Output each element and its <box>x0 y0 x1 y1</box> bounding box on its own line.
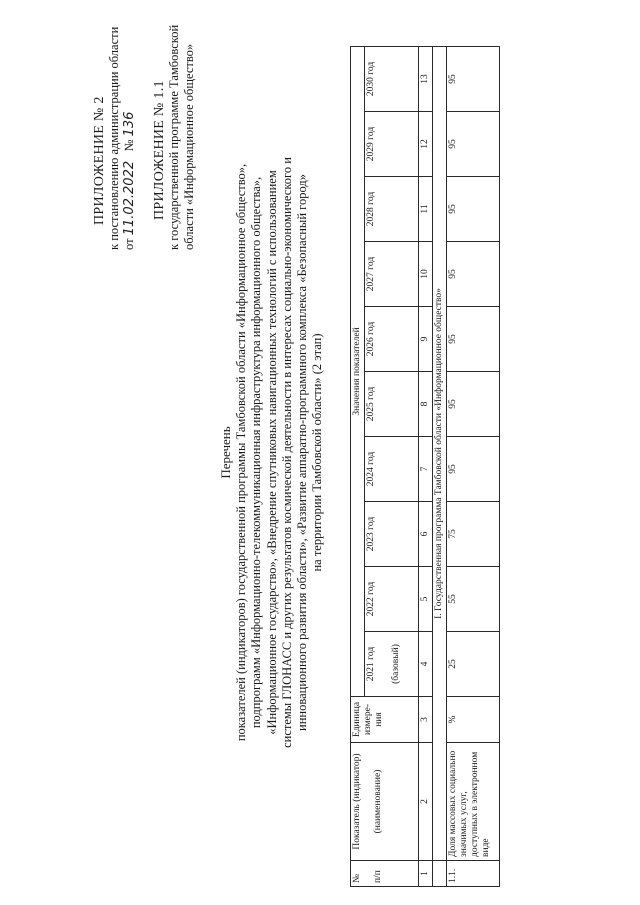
number-prefix: № <box>122 139 136 152</box>
col-indicator-header: Показатель (индикатор) (наименование) <box>351 743 419 861</box>
col-number: 2 <box>419 743 433 861</box>
col-number: 6 <box>419 502 433 567</box>
appendix-2-date-line <box>122 27 137 250</box>
col-number: 11 <box>419 177 433 242</box>
handwritten-date: 11.02.2022 <box>122 160 137 236</box>
appendix-1-1-block <box>152 25 197 250</box>
section-row <box>433 46 447 886</box>
year-2026: 2026 год <box>365 307 419 372</box>
col-number: 4 <box>419 632 433 697</box>
document-title <box>218 0 325 905</box>
year-2027: 2027 год <box>365 242 419 307</box>
value-2029: 95 <box>447 112 500 177</box>
value-2025: 95 <box>447 372 500 437</box>
value-2030: 95 <box>447 46 500 111</box>
title-line-1: показателей (индикаторов) государственной программы Тамбовской области «Информационное общество», <box>234 163 249 742</box>
year-2022: 2022 год <box>365 567 419 632</box>
col-number: 13 <box>419 46 433 111</box>
col-no-header: № п/п <box>351 861 419 887</box>
year-2029: 2029 год <box>365 112 419 177</box>
appendix-2-block <box>92 27 137 250</box>
section-title: I. Государственная программа Тамбовской области «Информационное общество» <box>433 46 447 860</box>
appendix-1-1-line2: области «Информационное общество» <box>182 43 196 250</box>
appendix-1-1-line1: к государственной программе Тамбовской <box>167 24 181 250</box>
appendix-1-1-title: ПРИЛОЖЕНИЕ № 1.1 <box>152 80 167 220</box>
value-2028: 95 <box>447 177 500 242</box>
year-2021: 2021 год (базовый) <box>365 632 419 697</box>
col-values-header: Значения показателей <box>351 46 365 696</box>
value-2021: 25 <box>447 632 500 697</box>
appendix-2-title: ПРИЛОЖЕНИЕ № 2 <box>92 96 107 225</box>
title-heading: Перечень <box>218 426 233 479</box>
appendix-2-subtitle: к постановлению администрации области <box>107 26 121 250</box>
col-number: 3 <box>419 697 433 743</box>
col-number: 5 <box>419 567 433 632</box>
title-line-2: подпрограмм «Информационно-телекоммуникационная инфраструктура информационного общества», <box>249 176 264 729</box>
value-2027: 95 <box>447 242 500 307</box>
value-2022: 55 <box>447 567 500 632</box>
value-2026: 95 <box>447 307 500 372</box>
row-indicator-name: Доля массовых социально значимых услуг, доступных в электронном виде <box>447 743 500 861</box>
header-row-top <box>351 46 365 886</box>
column-numbers-row <box>419 46 433 886</box>
value-2023: 75 <box>447 502 500 567</box>
title-line-6: на территории Тамбовской области» (2 этап) <box>310 333 325 572</box>
title-line-4: системы ГЛОНАСС и других результатов космической деятельности в интересах социально-экономического и <box>279 157 294 748</box>
indicators-table <box>350 46 500 887</box>
title-line-3: «Информационное государство», «Внедрение спутниковых навигационных технологий с использованием <box>264 170 279 735</box>
col-number: 12 <box>419 112 433 177</box>
col-number: 8 <box>419 372 433 437</box>
col-number: 9 <box>419 307 433 372</box>
row-number: 1.1. <box>447 861 500 887</box>
year-2024: 2024 год <box>365 437 419 502</box>
value-2024: 95 <box>447 437 500 502</box>
row-unit: % <box>447 697 500 743</box>
year-2028: 2028 год <box>365 177 419 242</box>
year-2023: 2023 год <box>365 502 419 567</box>
col-unit-header: Единица измере- ния <box>351 697 419 743</box>
table-row <box>447 46 500 886</box>
handwritten-number: 136 <box>122 111 137 137</box>
col-number: 1 <box>419 861 433 887</box>
date-prefix: от <box>122 238 136 250</box>
col-number: 10 <box>419 242 433 307</box>
year-2030: 2030 год <box>365 46 419 111</box>
title-line-5: инновационного развития области», «Развитие аппаратно-программного комплекса «Безопасный город» <box>295 174 310 731</box>
col-number: 7 <box>419 437 433 502</box>
year-2025: 2025 год <box>365 372 419 437</box>
